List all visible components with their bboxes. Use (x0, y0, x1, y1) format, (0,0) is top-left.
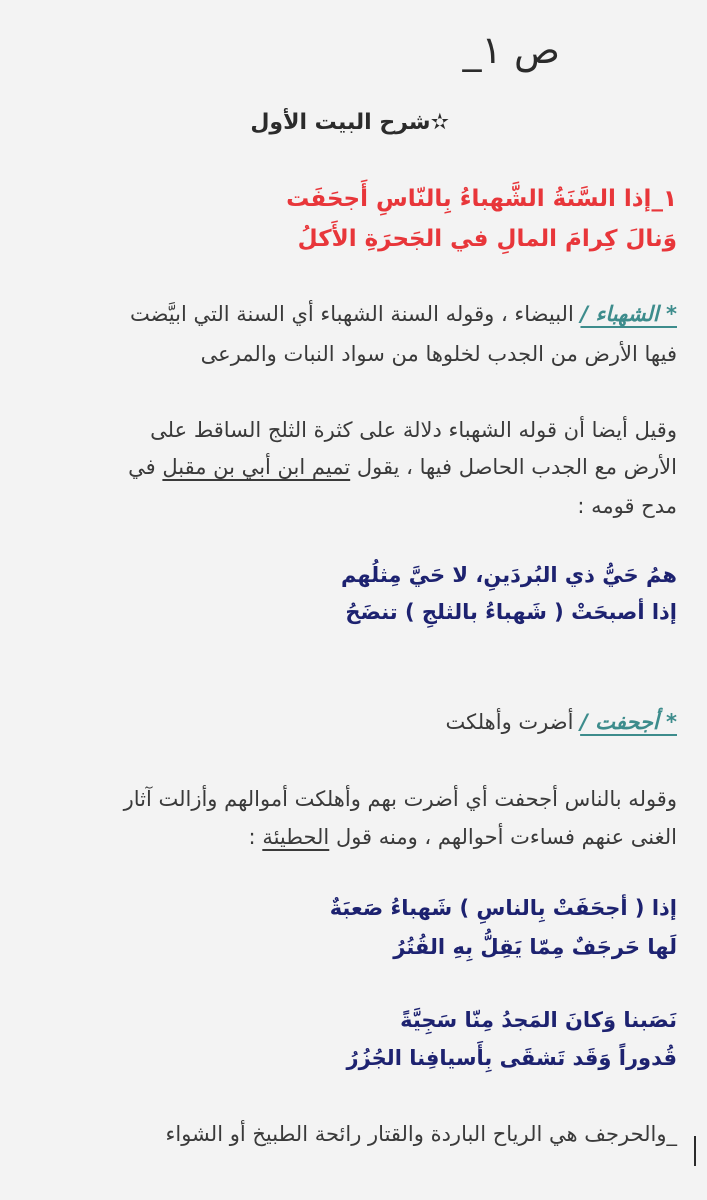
shahba-note-tail: في (128, 455, 163, 479)
ajhafat-note-line-2 (22, 825, 677, 849)
ajhafat-note-line-1: وقوله بالناس أجحفت أي أضرت بهم وأهلكت أموالهم وأزالت آثار (123, 787, 677, 811)
shahba-definition-line-1 (22, 302, 677, 326)
hutaya-verse-1-line-1: إذا ( أجحَفَتْ بِالناسِ ) شَهباءُ صَعبَةٌ (329, 896, 677, 920)
poet-tamim: تميم ابن أبي بن مقبل (162, 455, 351, 479)
shahba-note-line-2 (22, 455, 677, 479)
main-verse-line-2: وَنالَ كِرامَ المالِ في الجَحرَةِ الأَكلُ (297, 226, 677, 252)
shahba-note-line-1: وقيل أيضا أن قوله الشهباء دلالة على كثرة الثلج الساقط على (150, 418, 677, 442)
tamim-verse-line-2: إذا أصبحَتْ ( شَهباءُ بالثلجِ ) تنضَحُ (345, 600, 677, 624)
ajhafat-note-text: الغنى عنهم فساءت أحوالهم ، ومنه قول (329, 825, 677, 849)
shahba-definition-text: البيضاء ، وقوله السنة الشهباء أي السنة التي ابيَّضت (129, 302, 581, 326)
text-cursor (694, 1136, 696, 1166)
shahba-term: * الشهباء / (580, 302, 677, 326)
hutaya-verse-2-line-2: قُدوراً وَقَد تَشقَى بِأَسيافِنا الجُزُرُ (346, 1046, 677, 1070)
poet-hutaya: الحطيئة (262, 825, 330, 849)
ajhafat-definition-text: أضرت وأهلكت (445, 710, 581, 734)
harjaf-note-line-1: _والحرجف هي الرياح الباردة والقتار رائحة الطبيخ أو الشواء (165, 1122, 677, 1146)
tamim-verse-line-1: همُ حَيُّ ذي البُردَينِ، لا حَيَّ مِثلُهم (340, 563, 677, 587)
page-number: ص ١_ (462, 28, 560, 72)
shahba-note-text: الأرض مع الجدب الحاصل فيها ، يقول (350, 455, 677, 479)
hutaya-verse-2-line-1: نَصَبنا وَكانَ المَجدُ مِنّا سَجِيَّةً (400, 1008, 677, 1032)
star-icon: ✫ (430, 110, 449, 135)
section-title-text: شرح البيت الأول (250, 110, 431, 135)
main-verse-line-1: ١_إذا السَّنَةُ الشَّهباءُ بِالنّاسِ أَجحَفَت (286, 186, 677, 212)
shahba-note-line-3: مدح قومه : (577, 494, 677, 518)
section-title (250, 110, 449, 135)
ajhafat-note-tail: : (248, 825, 263, 849)
ajhafat-definition (22, 710, 677, 734)
hutaya-verse-1-line-2: لَها حَرجَفٌ مِمّا يَقِلُّ بِهِ القُتُرُ (393, 935, 677, 959)
ajhafat-term: * أجحفت / (580, 710, 677, 734)
shahba-definition-line-2: فيها الأرض من الجدب لخلوها من سواد النبات والمرعى (200, 342, 677, 366)
